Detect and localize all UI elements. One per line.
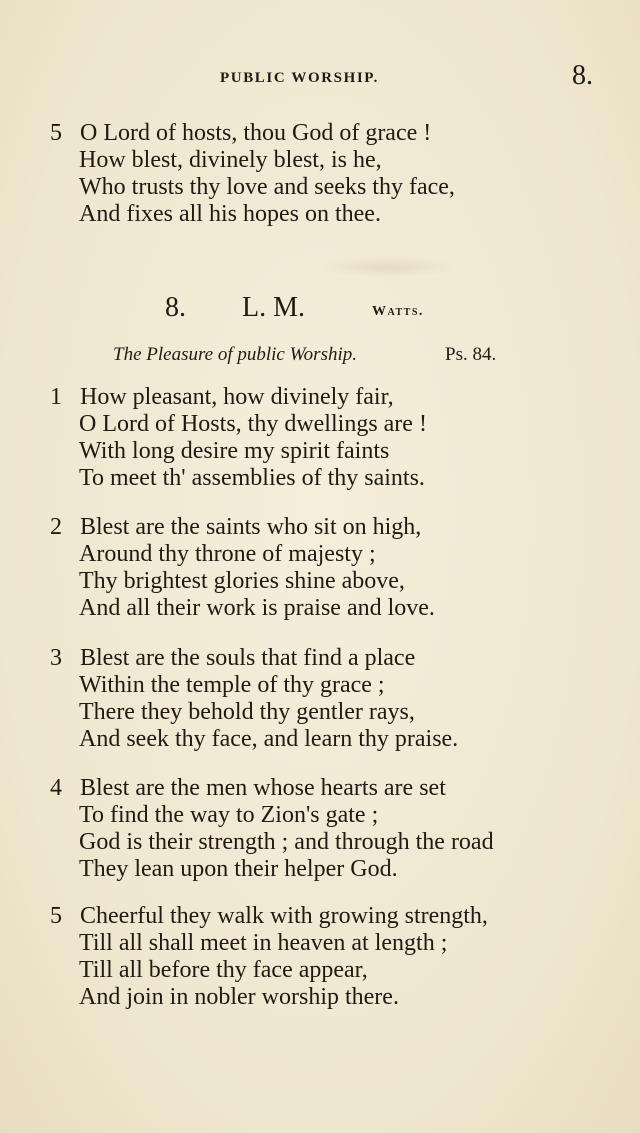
verse-line: Within the temple of thy grace ; — [79, 672, 385, 698]
verse-line: God is their strength ; and through the road — [79, 829, 494, 855]
stanza-number: 3 — [50, 645, 62, 671]
verse-line: They lean upon their helper God. — [79, 856, 398, 882]
verse-line: And seek thy face, and learn thy praise. — [79, 726, 459, 752]
hymn-subtitle: The Pleasure of public Worship. — [113, 344, 358, 365]
stanza-number: 1 — [50, 384, 62, 410]
hymn-meter: L. M. — [242, 292, 305, 323]
verse-line: Blest are the men whose hearts are set — [80, 775, 446, 801]
stanza-number: 4 — [50, 775, 62, 801]
verse-line: Till all before thy face appear, — [79, 957, 368, 983]
verse-line: Who trusts thy love and seeks thy face, — [79, 174, 455, 200]
verse-line: To meet th' assemblies of thy saints. — [79, 465, 425, 491]
hymn-number: 8. — [165, 292, 186, 323]
stanza-number: 5 — [50, 120, 62, 146]
ink-smudge — [318, 256, 458, 278]
running-title: PUBLIC WORSHIP. — [220, 70, 380, 86]
verse-line: With long desire my spirit faints — [79, 438, 390, 464]
verse-line: Blest are the souls that find a place — [80, 645, 416, 671]
verse-line: Blest are the saints who sit on high, — [80, 514, 422, 540]
verse-line: And join in nobler worship there. — [79, 984, 399, 1010]
verse-line: O Lord of hosts, thou God of grace ! — [80, 120, 432, 146]
verse-line: There they behold thy gentler rays, — [79, 699, 415, 725]
verse-line: Cheerful they walk with growing strength, — [80, 903, 488, 929]
verse-line: O Lord of Hosts, thy dwellings are ! — [79, 411, 427, 437]
verse-line: Till all shall meet in heaven at length ; — [79, 930, 448, 956]
verse-line: How pleasant, how divinely fair, — [80, 384, 394, 410]
verse-line: How blest, divinely blest, is he, — [79, 147, 382, 173]
stanza-number: 5 — [50, 903, 62, 929]
hymn-author: Watts. — [372, 304, 424, 319]
psalm-reference: Ps. 84. — [445, 344, 497, 365]
verse-line: To find the way to Zion's gate ; — [79, 802, 379, 828]
verse-line: Thy brightest glories shine above, — [79, 568, 405, 594]
page-number: 8. — [572, 60, 593, 91]
verse-line: And fixes all his hopes on thee. — [79, 201, 381, 227]
stanza-number: 2 — [50, 514, 62, 540]
verse-line: And all their work is praise and love. — [79, 595, 435, 621]
verse-line: Around thy throne of majesty ; — [79, 541, 376, 567]
